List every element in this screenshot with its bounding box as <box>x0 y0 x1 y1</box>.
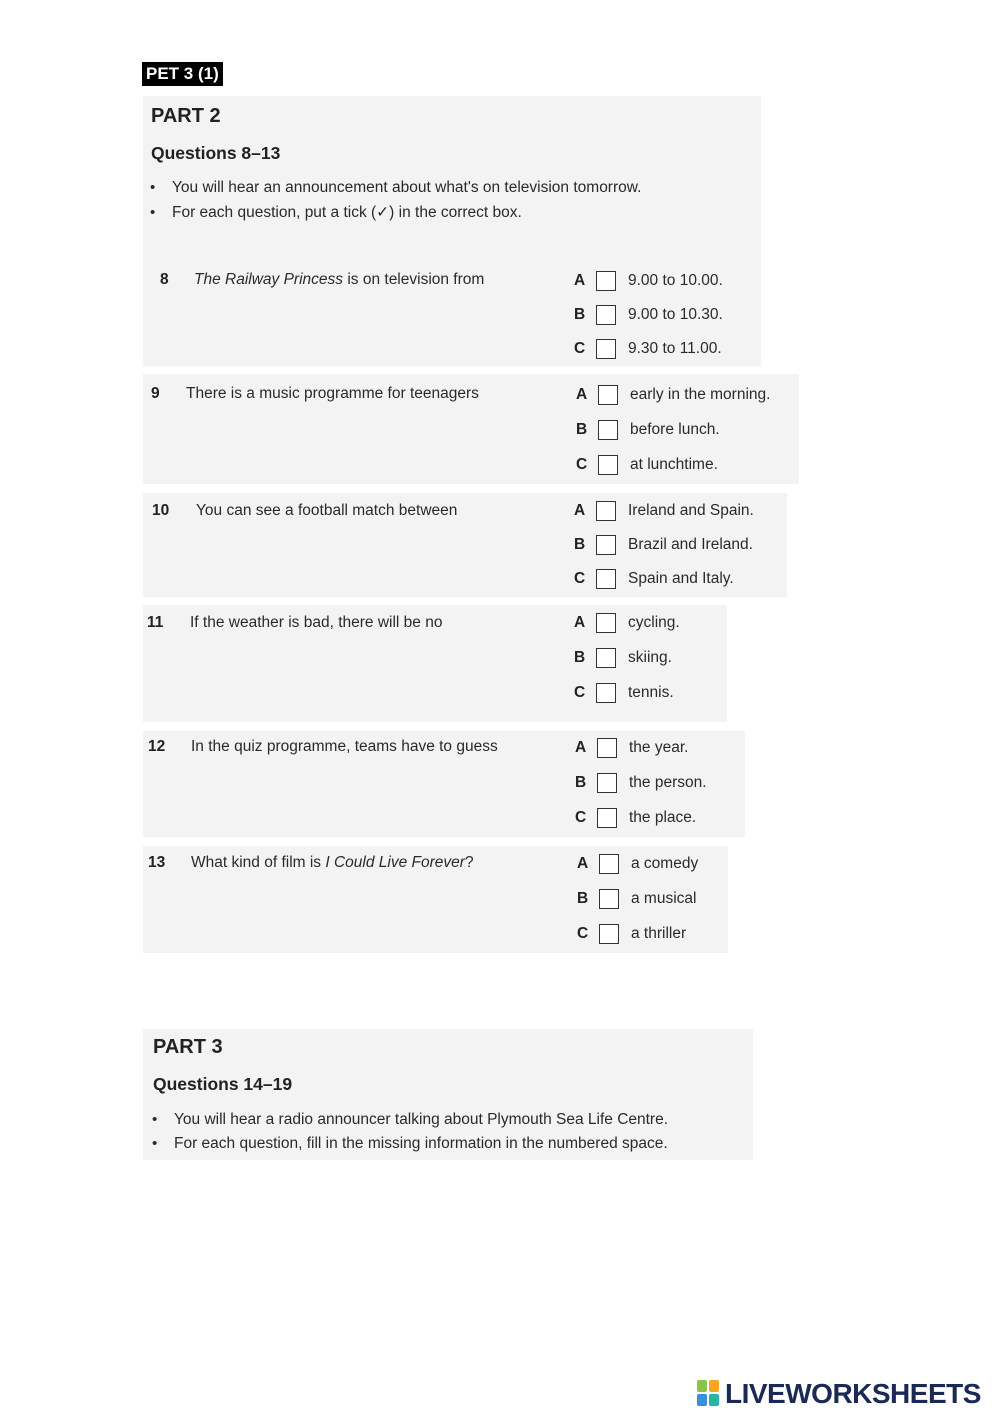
option-letter: C <box>574 684 586 701</box>
option-11a[interactable] <box>574 611 680 635</box>
option-10a[interactable] <box>574 499 754 523</box>
option-11b[interactable] <box>574 646 672 670</box>
option-letter: C <box>574 570 586 587</box>
liveworksheets-logo-icon <box>697 1380 721 1408</box>
tick-box[interactable] <box>596 613 616 633</box>
tick-box[interactable] <box>596 271 616 291</box>
option-8a[interactable] <box>574 269 723 293</box>
option-letter: B <box>574 536 586 553</box>
option-letter: B <box>574 306 586 323</box>
question-text: What kind of film is I Could Live Forever? <box>191 854 474 871</box>
option-9a[interactable] <box>576 383 770 407</box>
option-text: 9.00 to 10.00. <box>628 272 723 289</box>
question-number: 10 <box>152 502 170 519</box>
option-11c[interactable] <box>574 681 674 705</box>
tick-box[interactable] <box>596 569 616 589</box>
option-12b[interactable] <box>575 771 707 795</box>
tick-box[interactable] <box>596 501 616 521</box>
option-letter: B <box>577 890 589 907</box>
option-text: skiing. <box>628 649 672 666</box>
option-12a[interactable] <box>575 736 688 760</box>
option-text: a thriller <box>631 925 687 942</box>
tick-box[interactable] <box>598 455 618 475</box>
question-text: You can see a football match between <box>196 502 458 519</box>
option-8c[interactable] <box>574 337 722 361</box>
option-text: the year. <box>629 739 689 756</box>
part3-questions-range: Questions 14–19 <box>153 1074 293 1094</box>
part3-title: PART 3 <box>153 1036 223 1058</box>
question-number: 12 <box>148 738 166 755</box>
option-letter: C <box>575 809 587 826</box>
option-letter: A <box>576 386 588 403</box>
option-letter: C <box>577 925 589 942</box>
tick-box[interactable] <box>597 773 617 793</box>
question-text: If the weather is bad, there will be no <box>190 614 443 631</box>
tick-box[interactable] <box>596 648 616 668</box>
option-text: Brazil and Ireland. <box>628 536 753 553</box>
tick-box[interactable] <box>598 385 618 405</box>
tick-box[interactable] <box>596 683 616 703</box>
option-text: Spain and Italy. <box>628 570 734 587</box>
tick-box[interactable] <box>596 535 616 555</box>
option-text: the person. <box>629 774 707 791</box>
option-text: tennis. <box>628 684 674 701</box>
option-13b[interactable] <box>577 887 696 911</box>
option-10b[interactable] <box>574 533 753 557</box>
part2-instruction: • You will hear an announcement about what's on television tomorrow. <box>150 179 642 196</box>
option-13a[interactable] <box>577 852 698 876</box>
option-letter: B <box>575 774 587 791</box>
brand-text: LIVEWORKSHEETS <box>725 1378 981 1409</box>
question-number: 9 <box>151 385 160 402</box>
part2-title: PART 2 <box>151 105 221 127</box>
tick-box[interactable] <box>597 808 617 828</box>
option-text: a musical <box>631 890 697 907</box>
option-text: a comedy <box>631 855 699 872</box>
liveworksheets-brand <box>697 1377 981 1411</box>
option-text: 9.30 to 11.00. <box>628 340 722 357</box>
part2-questions-range: Questions 8–13 <box>151 143 281 163</box>
option-letter: C <box>576 456 588 473</box>
option-text: 9.00 to 10.30. <box>628 306 723 323</box>
tick-box[interactable] <box>599 854 619 874</box>
option-text: Ireland and Spain. <box>628 502 754 519</box>
option-letter: A <box>577 855 589 872</box>
tick-box[interactable] <box>597 738 617 758</box>
option-letter: A <box>574 272 586 289</box>
option-text: cycling. <box>628 614 680 631</box>
question-text: The Railway Princess is on television from <box>194 271 485 288</box>
option-letter: C <box>574 340 586 357</box>
question-text: There is a music programme for teenagers <box>186 385 479 402</box>
option-12c[interactable] <box>575 806 696 830</box>
tick-box[interactable] <box>599 924 619 944</box>
part2-instruction: • For each question, put a tick (✓) in the correct box. <box>150 204 522 221</box>
question-number: 11 <box>147 614 164 631</box>
option-9b[interactable] <box>576 418 720 442</box>
tick-box[interactable] <box>596 305 616 325</box>
option-9c[interactable] <box>576 453 718 477</box>
option-letter: A <box>574 502 586 519</box>
option-8b[interactable] <box>574 303 723 327</box>
option-text: early in the morning. <box>630 386 771 403</box>
tick-box[interactable] <box>599 889 619 909</box>
tick-box[interactable] <box>598 420 618 440</box>
option-letter: A <box>574 614 586 631</box>
option-letter: B <box>576 421 588 438</box>
option-letter: A <box>575 739 587 756</box>
tick-box[interactable] <box>596 339 616 359</box>
worksheet-tag: PET 3 (1) <box>142 62 223 86</box>
option-13c[interactable] <box>577 922 686 946</box>
option-text: at lunchtime. <box>630 456 718 473</box>
option-letter: B <box>574 649 586 666</box>
option-text: the place. <box>629 809 697 826</box>
question-number: 8 <box>160 271 169 288</box>
option-10c[interactable] <box>574 567 734 591</box>
question-text: In the quiz programme, teams have to guess <box>191 738 498 755</box>
option-text: before lunch. <box>630 421 720 438</box>
part3-instruction: • You will hear a radio announcer talking about Plymouth Sea Life Centre. <box>152 1111 669 1128</box>
question-number: 13 <box>148 854 166 871</box>
part3-instruction: • For each question, fill in the missing information in the numbered space. <box>152 1135 668 1152</box>
